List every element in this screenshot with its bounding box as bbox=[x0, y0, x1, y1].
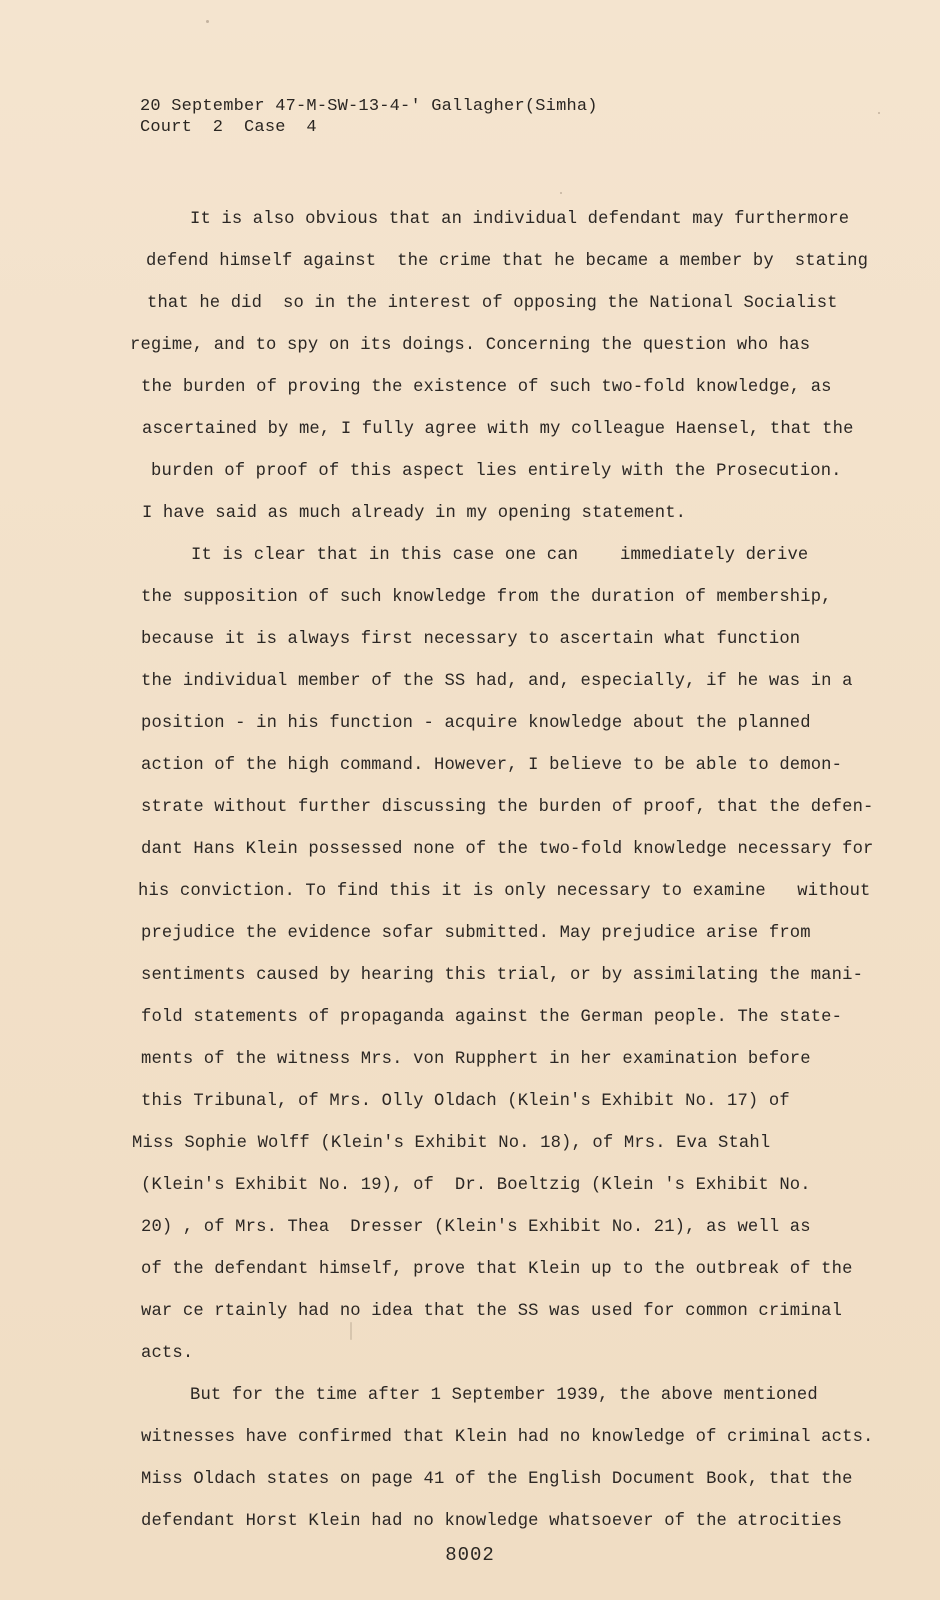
text-line: defendant Horst Klein had no knowledge whatsoever of the atrocities bbox=[141, 1512, 843, 1531]
text-line: because it is always first necessary to ascertain what function bbox=[141, 630, 801, 649]
text-line: It is clear that in this case one can immediately derive bbox=[191, 546, 809, 565]
text-line: Miss Oldach states on page 41 of the English Document Book, that the bbox=[141, 1470, 853, 1489]
text-line: acts. bbox=[141, 1344, 194, 1363]
page-number: 8002 bbox=[445, 1544, 495, 1566]
text-line: that he did so in the interest of opposing the National Socialist bbox=[147, 294, 838, 313]
text-line: his conviction. To find this it is only necessary to examine without bbox=[138, 882, 871, 901]
text-line: ascertained by me, I fully agree with my colleague Haensel, that the bbox=[142, 420, 854, 439]
text-line: ments of the witness Mrs. von Rupphert in her examination before bbox=[141, 1050, 811, 1069]
text-line: dant Hans Klein possessed none of the two-fold knowledge necessary for bbox=[141, 840, 874, 859]
header-court-case: Court 2 Case 4 bbox=[140, 118, 317, 137]
text-line: defend himself against the crime that he became a member by stating bbox=[146, 252, 869, 271]
document-header bbox=[140, 96, 598, 138]
text-line: fold statements of propaganda against the German people. The state- bbox=[141, 1008, 843, 1027]
text-line: witnesses have confirmed that Klein had no knowledge of criminal acts. bbox=[141, 1428, 874, 1447]
text-line: 20) , of Mrs. Thea Dresser (Klein's Exhibit No. 21), as well as bbox=[141, 1218, 811, 1237]
text-line: war ce rtainly had no idea that the SS was used for common criminal bbox=[141, 1302, 843, 1321]
text-line: But for the time after 1 September 1939, the above mentioned bbox=[190, 1386, 818, 1405]
text-line: strate without further discussing the burden of proof, that the defen- bbox=[141, 798, 874, 817]
text-line: position - in his function - acquire knowledge about the planned bbox=[141, 714, 811, 733]
text-line: of the defendant himself, prove that Klein up to the outbreak of the bbox=[141, 1260, 853, 1279]
text-line: the individual member of the SS had, and, especially, if he was in a bbox=[141, 672, 853, 691]
text-line: I have said as much already in my opening statement. bbox=[142, 504, 687, 523]
paper-speck bbox=[560, 192, 562, 194]
text-line: this Tribunal, of Mrs. Olly Oldach (Klein's Exhibit No. 17) of bbox=[141, 1092, 790, 1111]
text-line: (Klein's Exhibit No. 19), of Dr. Boeltzig (Klein 's Exhibit No. bbox=[141, 1176, 811, 1195]
paper-speck bbox=[878, 112, 880, 114]
text-line: burden of proof of this aspect lies entirely with the Prosecution. bbox=[151, 462, 842, 481]
text-line: Miss Sophie Wolff (Klein's Exhibit No. 18), of Mrs. Eva Stahl bbox=[132, 1134, 771, 1153]
text-line: the burden of proving the existence of such two-fold knowledge, as bbox=[141, 378, 832, 397]
text-line: the supposition of such knowledge from the duration of membership, bbox=[141, 588, 832, 607]
text-line: action of the high command. However, I believe to be able to demon- bbox=[141, 756, 843, 775]
text-line: It is also obvious that an individual defendant may furthermore bbox=[190, 210, 850, 229]
paper-speck bbox=[206, 20, 209, 23]
text-line: sentiments caused by hearing this trial, or by assimilating the mani- bbox=[141, 966, 864, 985]
text-line: prejudice the evidence sofar submitted. May prejudice arise from bbox=[141, 924, 811, 943]
header-date-reference: 20 September 47-M-SW-13-4-' Gallagher(Simha) bbox=[140, 97, 598, 116]
text-line: regime, and to spy on its doings. Concerning the question who has bbox=[130, 336, 811, 355]
paper-speck bbox=[350, 1322, 352, 1340]
